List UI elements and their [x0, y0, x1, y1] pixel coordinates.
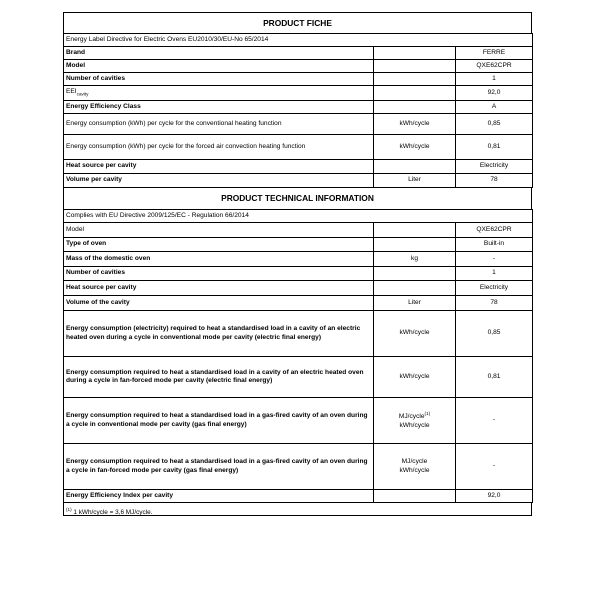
fiche-row-value: 0,85 — [456, 114, 533, 135]
fiche-row-label — [64, 174, 374, 188]
technical-row-label — [64, 490, 374, 503]
fiche-row-label — [64, 114, 374, 135]
fiche-row — [64, 73, 533, 86]
fiche-row-label — [64, 73, 374, 86]
label-subscript: cavity — [76, 91, 89, 97]
unit-text: MJ/cycle — [398, 413, 425, 421]
footnote — [63, 503, 532, 516]
technical-row — [64, 238, 533, 252]
label-text: Number of cavities — [66, 269, 125, 277]
label-text: EEI — [66, 88, 77, 96]
fiche-row-label — [64, 86, 374, 101]
label-text: Type of oven — [66, 240, 107, 248]
fiche-row-value: 1 — [456, 73, 533, 86]
technical-row — [64, 281, 533, 296]
label-text: Volume per cavity — [66, 176, 122, 184]
label-text: Energy consumption (kWh) per cycle for the conventional heating function — [66, 119, 282, 127]
unit-text: Liter — [408, 176, 421, 184]
fiche-row — [64, 60, 533, 73]
fiche-row-value: Electricity — [456, 160, 533, 174]
technical-row — [64, 311, 533, 357]
technical-row-value: QXE62CPR — [456, 223, 533, 238]
fiche-row — [64, 135, 533, 160]
label-text: Model — [66, 225, 84, 233]
technical-row-unit — [374, 252, 456, 267]
technical-row-unit — [374, 444, 456, 490]
footnote-mark: (1) — [66, 507, 72, 512]
label-text: Mass of the domestic oven — [66, 254, 151, 262]
technical-row-value: 92,0 — [456, 490, 533, 503]
technical-info-table — [63, 209, 533, 503]
label-text: Energy consumption required to heat a standardised load in a gas-fired cavity of an oven during a cycle in fan-forced mode per cavity (gas final energy) — [66, 458, 368, 474]
technical-row-value: - — [456, 398, 533, 444]
unit-text: MJ/cycle — [401, 458, 428, 466]
technical-row-label — [64, 311, 374, 357]
technical-row-unit — [374, 296, 456, 311]
technical-row-unit — [374, 238, 456, 252]
label-text: Energy consumption (electricity) required to heat a standardised load in a cavity of an electric heated oven during a cycle in conventional mode per cavity (electric final energy) — [66, 325, 361, 341]
technical-row-label — [64, 444, 374, 490]
fiche-row-unit — [374, 60, 456, 73]
fiche-row-value: FERRE — [456, 47, 533, 60]
unit-text: kWh/cycle — [399, 142, 430, 150]
unit-text: kg — [411, 254, 418, 262]
fiche-row — [64, 86, 533, 101]
unit-text-secondary: kWh/cycle — [399, 421, 430, 429]
technical-row-label — [64, 267, 374, 281]
unit-text: kWh/cycle — [399, 372, 430, 380]
fiche-row-value: A — [456, 101, 533, 114]
fiche-row-label — [64, 160, 374, 174]
fiche-row-unit — [374, 160, 456, 174]
fiche-row-unit — [374, 101, 456, 114]
fiche-row — [64, 160, 533, 174]
technical-row — [64, 490, 533, 503]
fiche-row-value: 0,81 — [456, 135, 533, 160]
technical-row-unit — [374, 490, 456, 503]
technical-row-value: Electricity — [456, 281, 533, 296]
technical-row — [64, 444, 533, 490]
technical-row-value: - — [456, 252, 533, 267]
fiche-row — [64, 101, 533, 114]
technical-row-unit — [374, 267, 456, 281]
technical-row-label — [64, 238, 374, 252]
technical-row — [64, 398, 533, 444]
label-text: Energy consumption (kWh) per cycle for the forced air convection heating function — [66, 142, 306, 150]
technical-row — [64, 296, 533, 311]
unit-superscript: (1) — [424, 410, 431, 416]
label-text: Energy consumption required to heat a standardised load in a cavity of an electric heated oven during a cycle in fan-forced mode per cavity (electric final energy) — [66, 368, 364, 384]
label-text: Number of cavities — [66, 74, 125, 82]
product-fiche-table — [63, 33, 533, 188]
label-text: Brand — [66, 48, 86, 56]
technical-row-label — [64, 252, 374, 267]
technical-row-label — [64, 223, 374, 238]
fiche-row-label — [64, 101, 374, 114]
fiche-row-unit — [374, 114, 456, 135]
technical-row-value: - — [456, 444, 533, 490]
footnote-text: 1 kWh/cycle = 3,6 MJ/cycle. — [73, 509, 153, 517]
technical-row-unit — [374, 357, 456, 398]
technical-row-unit — [374, 223, 456, 238]
technical-row-label — [64, 398, 374, 444]
technical-row-unit — [374, 311, 456, 357]
product-fiche-title: PRODUCT FICHE — [63, 12, 532, 33]
fiche-row-value: QXE62CPR — [456, 60, 533, 73]
technical-row-value: 1 — [456, 267, 533, 281]
fiche-row-unit — [374, 174, 456, 188]
fiche-row-value: 92,0 — [456, 86, 533, 101]
fiche-directive: Energy Label Directive for Electric Ovens EU2010/30/EU-No 65/2014 — [64, 34, 533, 47]
technical-row — [64, 267, 533, 281]
technical-row-label — [64, 296, 374, 311]
fiche-row-unit — [374, 86, 456, 101]
technical-row-value: 0,85 — [456, 311, 533, 357]
technical-row — [64, 357, 533, 398]
label-text: Heat source per cavity — [66, 162, 137, 170]
fiche-row — [64, 47, 533, 60]
fiche-row-unit — [374, 73, 456, 86]
fiche-row-label — [64, 135, 374, 160]
fiche-row-value: 78 — [456, 174, 533, 188]
technical-row-value: Built-in — [456, 238, 533, 252]
label-text: Energy Efficiency Index per cavity — [66, 491, 174, 499]
unit-text: kWh/cycle — [399, 119, 430, 127]
label-text: Volume of the cavity — [66, 298, 130, 306]
technical-row — [64, 223, 533, 238]
technical-directive: Complies with EU Directive 2009/125/EC - Regulation 66/2014 — [64, 210, 533, 223]
technical-row-unit — [374, 398, 456, 444]
label-text: Heat source per cavity — [66, 283, 137, 291]
technical-row — [64, 252, 533, 267]
technical-info-title: PRODUCT TECHNICAL INFORMATION — [63, 188, 532, 209]
label-text: Energy consumption required to heat a standardised load in a gas-fired cavity of an oven during a cycle in conventional mode per cavity (gas final energy) — [66, 412, 368, 428]
fiche-row-label — [64, 60, 374, 73]
fiche-row-unit — [374, 47, 456, 60]
unit-text: Liter — [408, 298, 421, 306]
technical-row-label — [64, 357, 374, 398]
technical-row-unit — [374, 281, 456, 296]
label-text: Model — [66, 61, 86, 69]
technical-row-value: 0,81 — [456, 357, 533, 398]
fiche-row-unit — [374, 135, 456, 160]
technical-row-label — [64, 281, 374, 296]
fiche-row — [64, 114, 533, 135]
technical-row-value: 78 — [456, 296, 533, 311]
label-text: Energy Efficiency Class — [66, 102, 141, 110]
fiche-row — [64, 174, 533, 188]
unit-text-secondary: kWh/cycle — [399, 466, 430, 474]
fiche-row-label — [64, 47, 374, 60]
product-sheet — [63, 12, 532, 516]
unit-text: kWh/cycle — [399, 329, 430, 337]
